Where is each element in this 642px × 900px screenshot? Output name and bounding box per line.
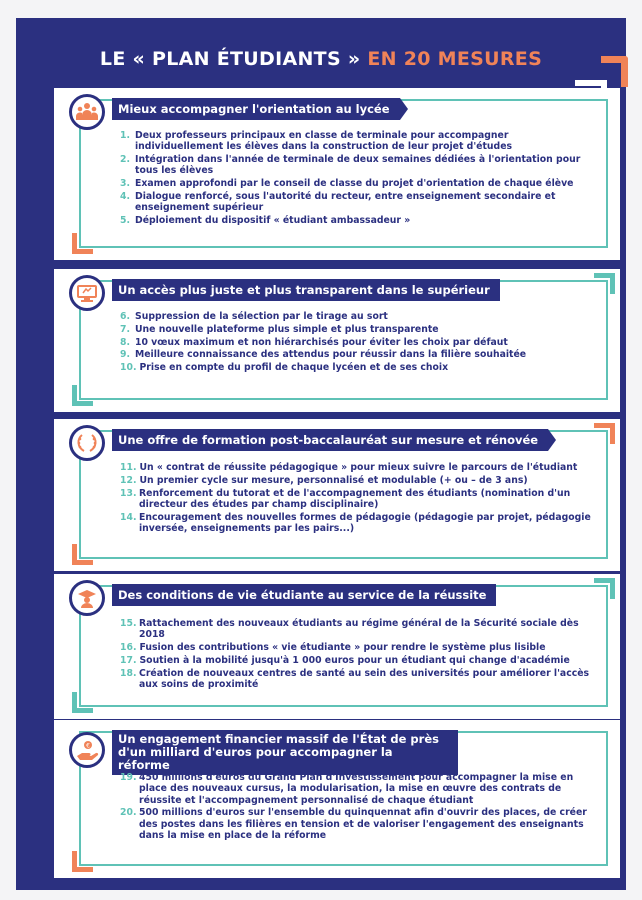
list-item: 1. Deux professeurs principaux en classe de terminale pour accompagner individuellement les élèves dans la construction de leur projet d'études [120,130,513,153]
bracket-decoration [594,578,615,599]
section-2-list [120,311,592,375]
list-item: 18. Création de nouveaux centres de santé au sein des universités pour améliorer l'accès aux soins de proximité [120,667,590,690]
list-item: 12. Un premier cycle sur mesure, personnalisé et modulable (+ ou – de 3 ans) [120,474,528,486]
bracket-decoration [72,692,93,713]
section-2 [54,269,620,412]
section-4-list [120,618,592,692]
bracket-decoration [72,233,93,254]
people-icon [69,94,105,130]
list-item: 9. Meilleure connaissance des attendus pour réussir dans la filière souhaitée [120,349,527,361]
bracket-decoration [594,273,615,294]
list-item: 4. Dialogue renforcé, sous l'autorité du recteur, entre enseignement secondaire et enseignement supérieur [120,190,556,214]
list-item: 2. Intégration dans l'année de terminale de deux semaines dédiées à l'orientation pour tous les élèves [120,154,581,177]
section-5-heading: Un engagement financier massif de l'État de près d'un milliard d'euros pour accompagner la réforme [112,730,458,775]
list-item: 20. 500 millions d'euros sur l'ensemble du quinquennat afin d'ouvrir des places, de créer des postes dans les filières en tension et de valoriser l'engagement des enseignants dans la mise en place de la réforme [120,807,587,841]
list-item: 6. Suppression de la sélection par le tirage au sort [120,311,388,322]
list-item: 13. Renforcement du tutorat et de l'accompagnement des étudiants (nomination d'un directeur des études par champ disciplinaire) [120,487,571,510]
list-item: 17. Soutien à la mobilité jusqu'à 1 000 euros pour un étudiant qui change d'académie [120,654,570,666]
money-hand-icon [69,732,105,768]
computer-icon [69,275,105,311]
title-accent: EN 20 MESURES [367,48,543,70]
section-1 [54,88,620,260]
section-1-heading: Mieux accompagner l'orientation au lycée [112,98,400,120]
list-item: 14. Encouragement des nouvelles formes de pédagogie (pédagogie par projet, pédagogie inversée, enseignements par les pairs...) [120,511,591,534]
list-item: 16. Fusion des contributions « vie étudiante » pour rendre le système plus lisible [120,642,546,654]
title-main: LE « PLAN ÉTUDIANTS » [99,48,368,70]
list-item: 7. Une nouvelle plateforme plus simple et plus transparente [120,323,439,335]
list-item: 8. 10 vœux maximum et non hiérarchisés pour éviter les choix par défaut [120,336,508,348]
section-3 [54,419,620,571]
section-1-list [120,130,592,228]
list-item: 19. 450 millions d'euros du Grand Plan d'Investissement pour accompagner la mise en place des nouveaux cursus, la modularisation, la mise en œuvre des contrats de réussite et l'accompagnement personnalisé de chaque étudiant [120,772,574,806]
list-item: 5. Déploiement du dispositif « étudiant ambassadeur » [120,215,411,227]
section-4 [54,574,620,719]
section-5 [54,720,620,878]
laurel-icon [69,425,105,461]
page-title [16,48,626,70]
bracket-decoration [72,544,93,565]
section-3-heading: Une offre de formation post-baccalauréat sur mesure et rénovée [112,429,548,451]
bracket-decoration [72,851,93,872]
section-2-heading: Un accès plus juste et plus transparent dans le supérieur [112,279,500,301]
section-3-list [120,462,592,536]
list-item: 15. Rattachement des nouveaux étudiants au régime général de la Sécurité sociale dès 2018 [120,618,579,641]
student-icon [69,580,105,616]
bracket-decoration [594,423,615,444]
list-item: 3. Examen approfondi par le conseil de classe du projet d'orientation de chaque élève [120,178,574,190]
bracket-decoration [72,385,93,406]
list-item: 10. Prise en compte du profil de chaque lycéen et de ses choix [120,362,449,374]
section-5-list [120,772,592,843]
list-item: 11. Un « contrat de réussite pédagogique » pour mieux suivre le parcours de l'étudiant [120,462,578,473]
svg-text:€: € [86,742,90,750]
section-4-heading: Des conditions de vie étudiante au service de la réussite [112,584,496,606]
poster-frame [16,18,626,890]
